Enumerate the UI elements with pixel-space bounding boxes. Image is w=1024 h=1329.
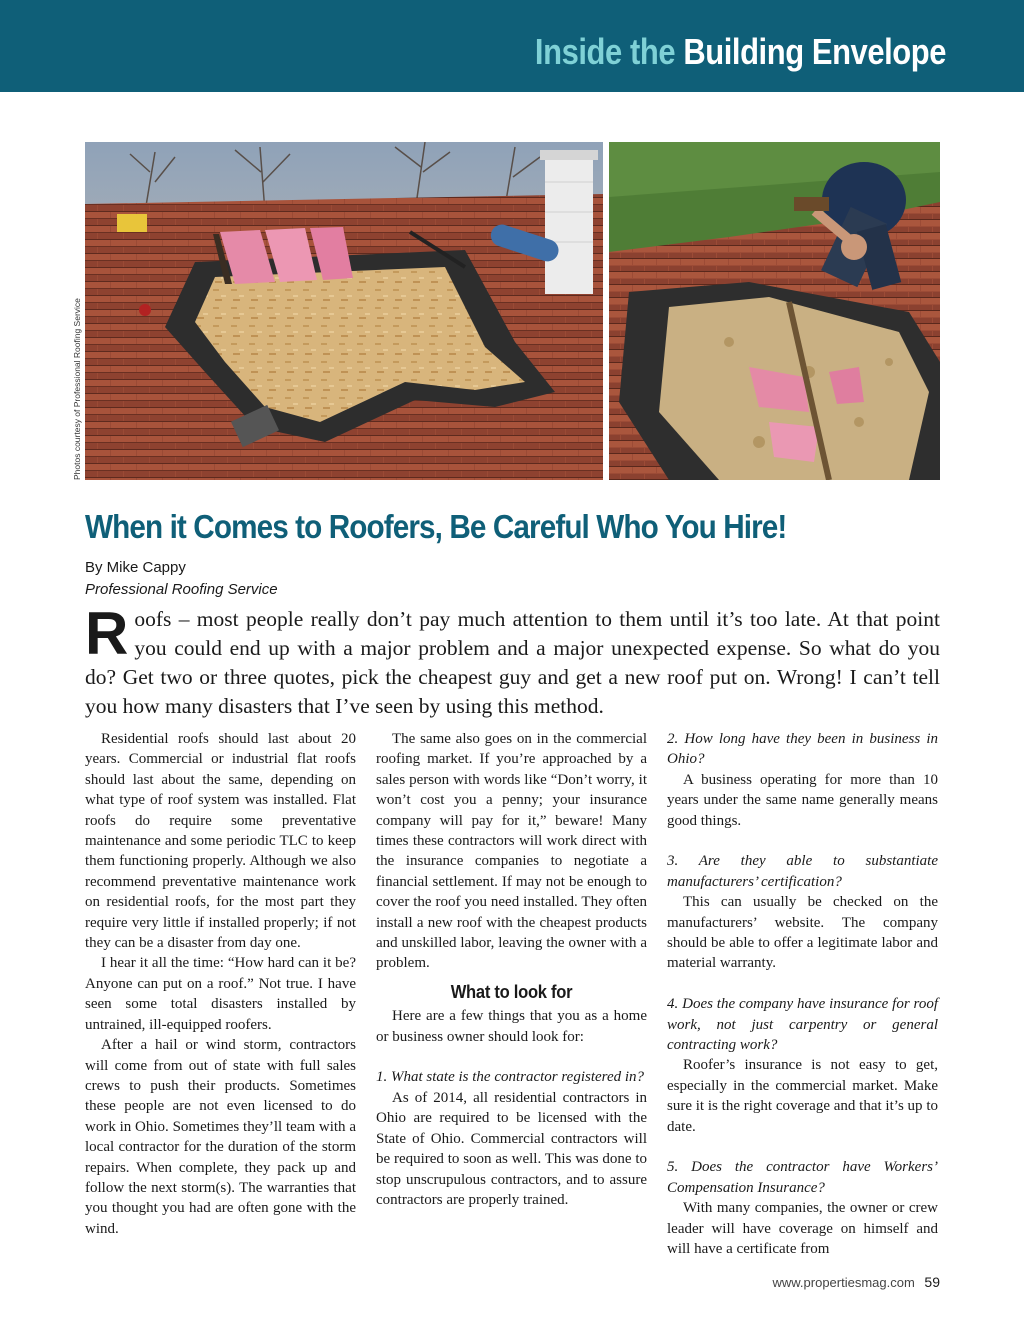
roof-photo-left: [85, 142, 603, 480]
article-headline: When it Comes to Roofers, Be Careful Who You Hire!: [85, 508, 787, 545]
col1-paragraph-3: After a hail or wind storm, contractors will come from out of state with full sales crews to push their products. Sometimes these people are not even licensed to do work in Ohio. Sometimes they’ll team with a local contractor for the duration of the storm repairs. When complete, they pack up and follow the next storm(s). The warranties that you thought you had are often gone with the wind.: [85, 1037, 356, 1237]
drop-cap: R: [85, 600, 129, 667]
col2-paragraph-2: Here are a few things that you as a home or business owner should look for:: [376, 1008, 647, 1045]
column-2: [376, 729, 647, 1210]
page-number: 59: [924, 1274, 940, 1290]
footer-url: www.propertiesmag.com: [772, 1275, 915, 1290]
author: By Mike Cappy: [85, 559, 186, 576]
spacer: [667, 831, 938, 851]
answer-4: Roofer’s insurance is not easy to get, especially in the commercial market. Make sure it is the right coverage and that it’s up to date.: [667, 1057, 938, 1135]
subheading-what-to-look-for: What to look for: [450, 981, 573, 1002]
col1-paragraph-1: Residential roofs should last about 20 years. Commercial or industrial flat roofs should last about the same, depending on what type of roof system was installed. Flat roofs do require some preventative maintenance and some periodic TLC to keep them functioning properly. Although we also recommend preventative maintenance work on residential roofs, for the most part they require very little if installed properly; if not they can be a disaster from day one.: [85, 731, 356, 952]
header-banner: [0, 0, 1024, 92]
answer-3: This can usually be checked on the manufacturers’ website. The company should be able to offer a legitimate labor and material warranty.: [667, 894, 938, 972]
author-organization: Professional Roofing Service: [85, 581, 278, 598]
column-3: [667, 729, 938, 1260]
col1-paragraph-2: I hear it all the time: “How hard can it be? Anyone can put on a roof.” Not true. I have seen some total disasters installed by untrained, ill-equipped roofers.: [85, 955, 356, 1033]
question-2: 2. How long have they been in business in Ohio?: [667, 731, 938, 768]
answer-2: A business operating for more than 10 years under the same name generally means good things.: [667, 771, 938, 829]
roof-photo-right: [609, 142, 940, 480]
section-title-part2: Building Envelope: [683, 31, 946, 72]
spacer: [667, 974, 938, 994]
lead-paragraph: [85, 600, 940, 721]
col2-paragraph-1: The same also goes on in the commercial roofing market. If you’re approached by a sales person with words like “Don’t worry, it won’t cost you a penny; your insurance company will pay for it,” beware! Many times these contractors will work direct with the insurance companies to negotiate a financial settlement. If may not be enough to cover the roof you need installed. They often install a new roof with the cheapest products and unskilled labor, leaving the owner with a problem.: [376, 731, 647, 972]
lead-text: oofs – most people really don’t pay much attention to them until it’s too late. At that point you could end up with a major problem and a major unexpected expense. So what do you do? Get two or three quotes, pick the cheapest guy and get a new roof put on. Wrong! I can’t tell you how many disasters that I’ve seen by using this method.: [85, 607, 940, 718]
section-title-part1: Inside the: [534, 31, 676, 72]
column-1: [85, 729, 356, 1239]
answer-5: With many companies, the owner or crew leader will have coverage on himself and will have a certificate from: [667, 1200, 938, 1258]
question-4: 4. Does the company have insurance for roof work, not just carpentry or general contracting work?: [667, 996, 938, 1054]
question-3: 3. Are they able to substantiate manufacturers’ certification?: [667, 853, 938, 890]
spacer: [667, 1137, 938, 1157]
answer-1: As of 2014, all residential contractors in Ohio are required to be licensed with the State of Ohio. Commercial contractors will be required to soon as well. This was done to stop unscrupulous contractors, and to assure contractors are properly trained.: [376, 1089, 647, 1208]
byline: [85, 557, 278, 601]
section-title: [534, 31, 946, 72]
spacer: [376, 1047, 647, 1067]
page-footer: [772, 1274, 940, 1290]
photo-credit: Photos courtesy of Professional Roofing Service: [72, 298, 82, 480]
question-5: 5. Does the contractor have Workers’ Compensation Insurance?: [667, 1159, 938, 1196]
question-1: 1. What state is the contractor registered in?: [376, 1069, 645, 1086]
